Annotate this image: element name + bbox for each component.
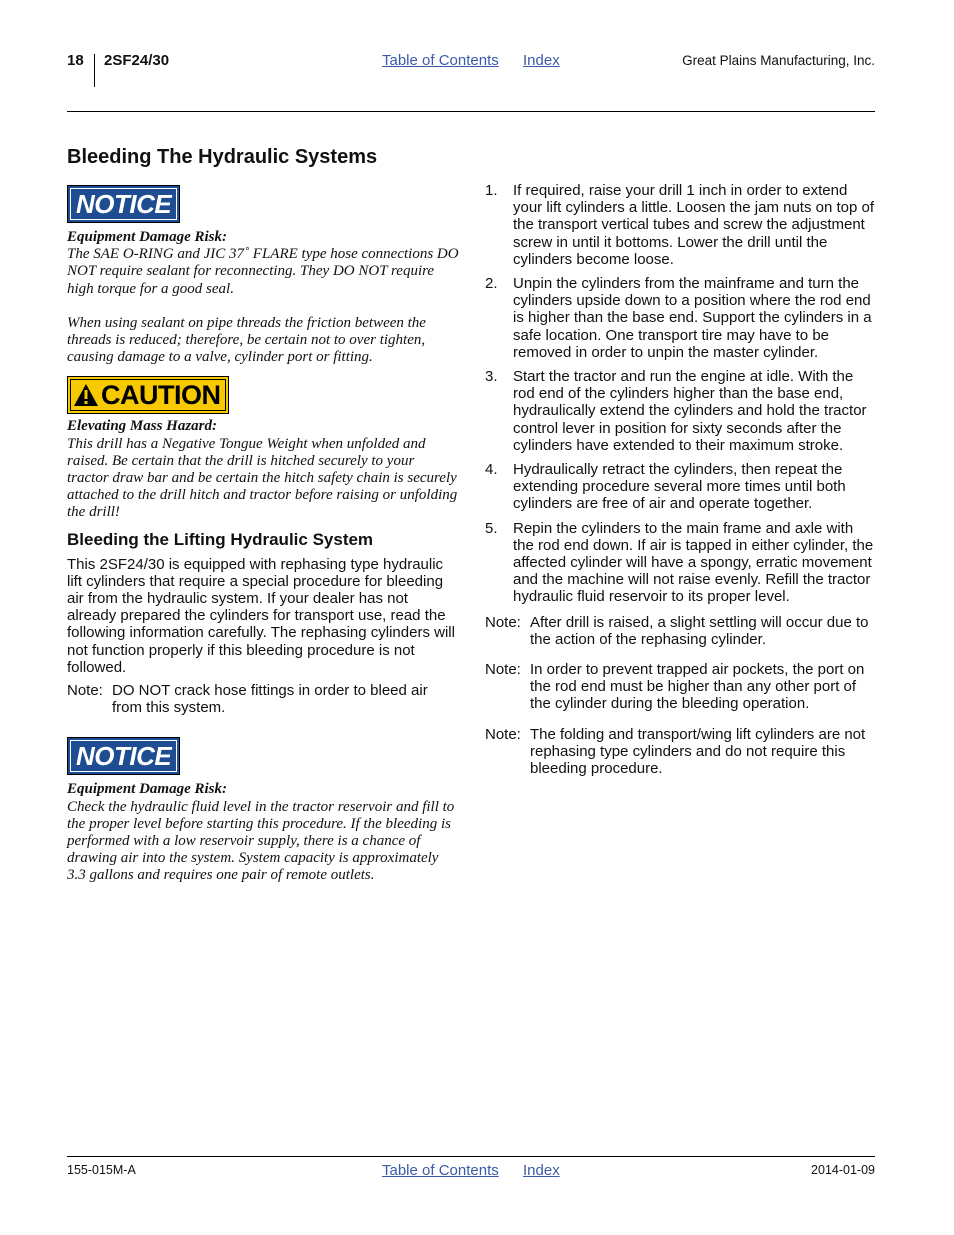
caution-label: CAUTION	[67, 376, 229, 414]
list-item: 4. Hydraulically retract the cylinders, then repeat the extending procedure several more times until both cylinders are free of air and operate together.	[485, 461, 846, 513]
warning-triangle-icon	[73, 383, 99, 407]
caution-hazard: Elevating Mass Hazard:	[67, 418, 218, 435]
intro-paragraph: This 2SF24/30 is equipped with rephasing type hydraulic lift cylinders that require a special procedure for bleeding air from the hydraulic system. If your dealer has not already prepared the cylinders for transport use, read the following information carefully. The rephasing cylinders will not function properly if this bleeding procedure is not followed.	[67, 555, 455, 676]
caution-message	[67, 418, 459, 521]
right-note-2: Note: In order to prevent trapped air pockets, the port on the rod end must be higher than any other port of the cylinder during the bleeding operation.	[485, 661, 865, 713]
notice-text-1b: When using sealant on pipe threads the friction between the threads is reduced; therefore, be certain not to over tighten, causing damage to a valve, cylinder port or fitting.	[67, 314, 426, 366]
footer-rule	[67, 1156, 875, 1157]
header-index-link[interactable]: Index	[523, 52, 560, 69]
header-divider	[94, 54, 95, 87]
section-title: Bleeding The Hydraulic Systems	[67, 146, 378, 168]
document-date: 2014-01-09	[811, 1163, 875, 1177]
notice-message-1	[67, 229, 459, 366]
document-number: 155-015M-A	[67, 1163, 136, 1177]
page-number: 18	[67, 52, 84, 69]
notice-text-1a: The SAE O-RING and JIC 37˚ FLARE type hose connections DO NOT require sealant for reconnecting. They DO NOT require high torque for a good seal.	[67, 246, 459, 297]
notice-message-2	[67, 781, 459, 884]
header-toc-link[interactable]: Table of Contents	[382, 52, 499, 69]
list-item: 3. Start the tractor and run the engine at idle. With the rod end of the cylinders higher than the base end, hydraulically extend the cylinders and hold the tractor control lever in position for sixty seconds after the cylinders have extended to their maximum stroke.	[485, 368, 867, 454]
caution-text: This drill has a Negative Tongue Weight when unfolded and raised. Be certain that the drill is hitched securely to your tractor draw bar and be certain the hitch safety chain is securely attached to the drill hitch and tractor before raising or unfolding the drill!	[67, 435, 458, 521]
right-note-1: Note: After drill is raised, a slight settling will occur due to the action of the rephasing cylinder.	[485, 613, 869, 648]
notice-label-1: NOTICE	[67, 185, 180, 223]
notice-label-2: NOTICE	[67, 737, 180, 775]
notice-hazard-1: Equipment Damage Risk:	[67, 229, 228, 245]
list-item: 1. If required, raise your drill 1 inch in order to extend your lift cylinders a little. Loosen the jam nuts on top of the transport vertical tubes and screw the adjustment screw in until it bottoms. Lower the drill until the cylinders become loose.	[485, 182, 875, 268]
right-column	[485, 182, 877, 777]
left-note	[67, 682, 459, 716]
notice-hazard-2: Equipment Damage Risk:	[67, 781, 228, 798]
list-item: 5. Repin the cylinders to the main frame and axle with the rod end down. If air is tapped in either cylinder, the affected cylinder will have a spongy, erratic movement and the machine will not raise evenly. Refill the tractor hydraulic fluid reservoir to its proper level.	[485, 519, 874, 606]
footer-index-link[interactable]: Index	[523, 1162, 560, 1179]
subsection-title: Bleeding the Lifting Hydraulic System	[67, 529, 374, 549]
model-name: 2SF24/30	[104, 52, 170, 69]
header-rule	[67, 111, 875, 112]
notice-text-2: Check the hydraulic fluid level in the tractor reservoir and fill to the proper level before starting this procedure. If the bleeding is performed with a low reservoir supply, there is a chance of drawing air into the system. System capacity is approximately 3.3 gallons and requires one pair of remote outlets.	[67, 798, 455, 884]
list-item: 2. Unpin the cylinders from the mainframe and turn the cylinders upside down to a position where the rod end is higher than the base end. Support the cylinders in a safe location. One transport tire may have to be removed in order to unpin the master cylinder.	[485, 275, 872, 361]
note-text: DO NOT crack hose fittings in order to bleed air from this system.	[112, 682, 428, 717]
footer-toc-link[interactable]: Table of Contents	[382, 1162, 499, 1179]
note-label: Note:	[67, 682, 103, 700]
left-column	[67, 146, 459, 885]
procedure-steps	[485, 182, 877, 606]
company-name: Great Plains Manufacturing, Inc.	[682, 53, 875, 68]
right-note-3: Note: The folding and transport/wing lift cylinders are not rephasing type cylinders and do not require this bleeding procedure.	[485, 725, 866, 778]
